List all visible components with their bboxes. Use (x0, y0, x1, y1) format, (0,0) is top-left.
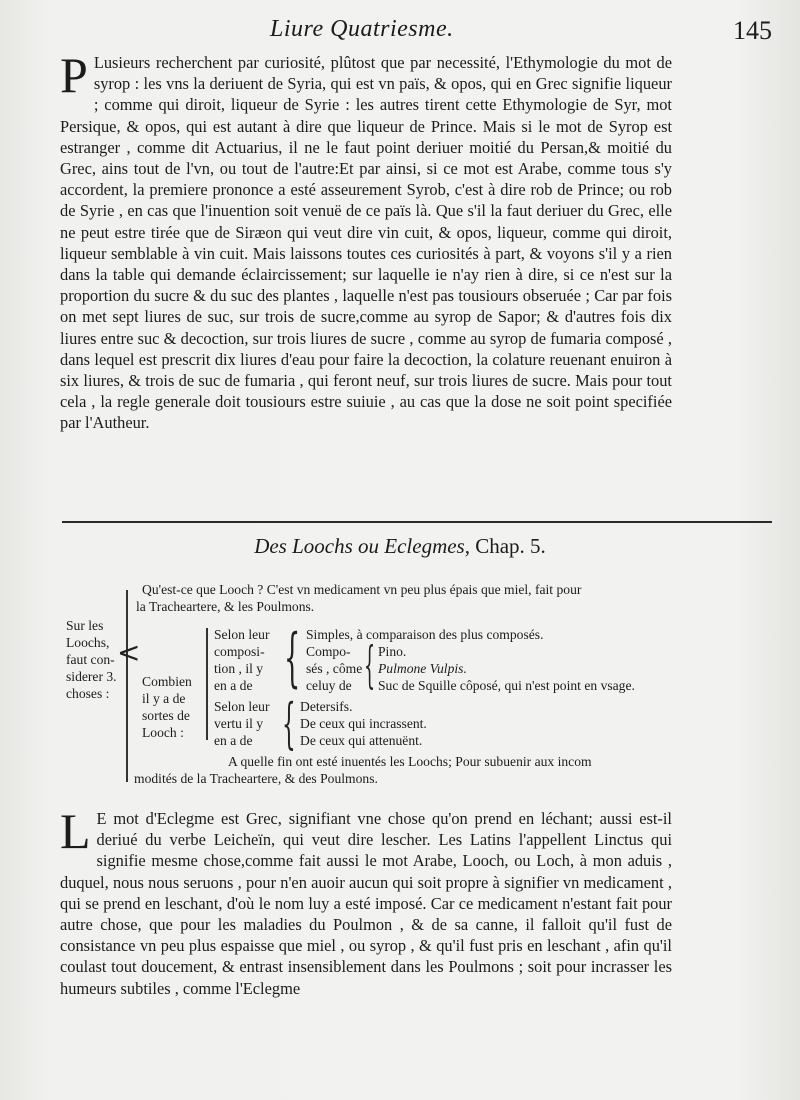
vertu-value: Detersifs. (300, 699, 353, 714)
paragraph-text: Lusieurs recherchent par curiosité, plûtost que par necessité, l'Ethymologie du mot de syrop : les vns la deriuent de Syria, qui est vn païs, & opos, qui en Grec signifie liqueur ; comme qui diroit, liqueur de Syrie : les autres tirent cette Ethymologie de Syr, mot Persique, & opos, qui est autant à dire que liqueur de Prince. Mais si le mot de Syrop est estranger , comme dit Actuarius, il ne le faut point deriuer moitié du Persan,& moitié du Grec, ains tout de l'vn, ou tout de l'autre:Et par ainsi, si ce mot est Arabe, comme tous s'y accordent, la premiere prononce a esté asseurement Syrob, c'est à dire rob de Prince; ou rob de Syrie , en cas que l'inuention soit venuë de ce païs là. Que s'il la faut deriuer du Grec, elle ne peut estre tirée que de Siræon qui veut dire vin cuit, & opos, liqueur, comme qui diroit, liqueur semblable à vin cuit. Mais laissons toutes ces curiosités à part, & voyons s'il y a rien dans la table qui demande éclaircissement; sur laquelle ie n'ay rien à dire, si ce n'est sur la proportion du sucre & du suc des plantes , laquelle n'est pas tousiours obseruée ; Car par fois on met sept liures de suc, sur trois de sucre,comme au syrop de Sapor; & d'autres fois dix liures entre suc & decoction, sur trois liures de sucre , comme au syrop de fumaria composé , dans lequel est prescrit dix liures d'eau pour faire la decoction, la colature reuenant enuiron à six liures, & trois de suc de fumaria , qui feront neuf, sur trois liures de sucre. Mais pour tout cela , la regle generale doit tousiours estre suiuie , au cas que la dose ne soit point specifiée par l'Autheur. (60, 53, 672, 433)
outline-root-line: siderer 3. (66, 669, 117, 684)
composition-brace: { (284, 621, 301, 695)
outline-root-line: faut con- (66, 652, 115, 667)
outline-combien-line: Combien (142, 674, 192, 689)
vertu-label-line: Selon leur (214, 699, 270, 714)
vertu-label-line: en a de (214, 733, 253, 748)
paragraph-eclegme-definition (60, 803, 672, 999)
composition-label-line: tion , il y (214, 661, 264, 676)
outline-item-1-line: la Trachеartere, & les Poulmons. (136, 599, 315, 614)
page-number: 145 (733, 16, 772, 45)
composition-compo-line: sés , côme (306, 661, 363, 676)
outline-combien-line: Looch : (142, 725, 184, 740)
outline-root-line: choses : (66, 686, 110, 701)
composition-compo-line: celuy de (306, 678, 352, 693)
outline-combien-line: sortes de (142, 708, 190, 723)
second-brace-bar (206, 628, 208, 740)
vertu-brace: { (282, 692, 296, 755)
chapter-title: Des Loochs ou Eclegmes (254, 534, 465, 558)
composition-example: Pino. (378, 644, 407, 659)
outline-item-3-line: modités de la Trachеartere, & des Poulmons. (134, 771, 378, 786)
outline-item-1-line: Qu'est-ce que Looch ? C'est vn medicament vn peu plus épais que miel, fait pour (142, 582, 582, 597)
vertu-value: De ceux qui incrassent. (300, 716, 427, 731)
composition-label-line: Selon leur (214, 627, 270, 642)
composition-example: Suc de Squille côposé, qui n'est point en vsage. (378, 678, 635, 693)
vertu-label-line: vertu il y (214, 716, 264, 731)
main-brace-bar (126, 590, 128, 782)
composition-example: Pulmone Vulpis. (378, 661, 467, 676)
composition-example-brace: { (364, 636, 376, 694)
composition-label-line: en a de (214, 678, 253, 693)
vertu-value: De ceux qui attenuënt. (300, 733, 423, 748)
composition-simples: Simples, à comparaison des plus composés. (306, 627, 544, 642)
outline-root-line: Sur les (66, 618, 104, 633)
composition-label-line: composi- (214, 644, 265, 659)
outline-root-line: Loochs, (66, 635, 110, 650)
main-brace-point: < (117, 636, 141, 669)
outline-combien-line: il y a de (142, 691, 186, 706)
paragraph-text: E mot d'Eclegme est Grec, signifiant vne chose qu'on prend en léchant; aussi est-il deriué du verbe Leicheïn, qui veut dire lescher. Les Latins l'appellent Linctus qui signifie mesme chose,comme fait aussi le mot Arabe, Looch, ou Loch, à mon aduis , duquel, nous nous seruons , pour n'en auoir aucun qui soit propre à signifier vn medicament , qui se prend en leschant, d'où le nom luy a esté imposé. Car ce medicament n'estant fait pour autre chose, que pour les maladies du Poulmon , & de sa canne, il falloit qu'il fust de consistance vn peu plus espaisse que miel , ou syrop , & qu'il fust pris en leschant , afin qu'il coulast tout doucement, & entrast insensiblement dans les Poulmons ; soit pour incrasser les humeurs subtiles , comme l'Eclegme (60, 809, 672, 998)
composition-compo-line: Compo- (306, 644, 351, 659)
outline-item-3-line: A quelle fin ont esté inuentés les Loochs; Pour subuenir aux incom (228, 754, 592, 769)
drop-cap: L (60, 803, 91, 859)
drop-cap: P (60, 47, 88, 103)
running-title: Liure Quatriesme. (270, 16, 454, 42)
chapter-number: , Chap. 5. (464, 534, 546, 558)
